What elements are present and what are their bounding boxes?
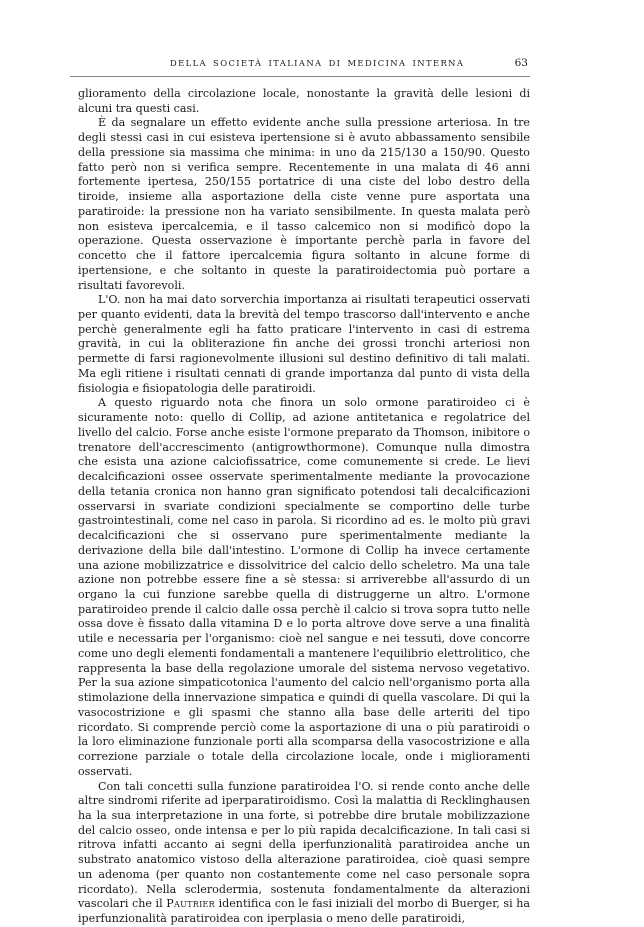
paragraph-2: È da segnalare un effetto evidente anche sulla pressione arteriosa. In tre degli stessi casi in cui esisteva ipertensione si è avuto abbassamento sensibile della pressione sia massima che minima: in uno da 215/130 a 150/90. Questo fatto però non si verifica sempre. Recentemente in una malata di 46 anni fortemente ipertesa, 250/155 portatrice di una ciste del lobo destro della tiroide, insieme alla asportazione della ciste venne pure asportata una paratiroide: la pressione non ha variato sensibilmente. In questa malata però non esisteva ipercalcemia, e il tasso calcemico non si modificò dopo la operazione. Questa osservazione è importante perchè parla in favore del concetto che il fattore ipercalcemia figura soltanto in alcune forme di ipertensione, e che soltanto in queste la paratiroidectomia può portare a risultati favorevoli.	[78, 116, 530, 292]
paragraph-5-text-after: identifica con le fasi iniziali del morbo di Buerger, si ha iperfunzionalità paratiroidea con iperplasia o meno delle paratiroidi,	[78, 897, 530, 926]
running-title: DELLA SOCIETÀ ITALIANA DI MEDICINA INTERNA	[170, 58, 465, 68]
running-header	[70, 58, 530, 74]
header-rule	[70, 76, 530, 77]
paragraph-5	[78, 780, 530, 927]
paragraph-4: A questo riguardo nota che finora un solo ormone paratiroideo ci è sicuramente noto: quello di Collip, ad azione antitetanica e regolatrice del livello del calcio. Forse anche esiste l'ormone preparato da Thomson, inibitore o trenatore dell'accrescimento (antigrowthormone). Comunque nulla dimostra che esista una azione calciofissatrice, come comunemente si crede. Le lievi decalcificazioni ossee osservate sperimentalmente mediante la provocazione della tetania cronica non hanno gran significato potendosi tali decalcificazioni osservarsi in svariate condizioni specialmente se comportino delle turbe gastrointestinali, come nel caso in parola. Si ricordino ad es. le molto più gravi decalcificazioni che si osservano pure sperimentalmente mediante la derivazione della bile dall'intestino. L'ormone di Collip ha invece certamente una azione mobilizzatrice e dissolvitrice del calcio dello scheletro. Ma una tale azione non potrebbe essere fine a sè stessa: si arriverebbe all'assurdo di un organo la cui funzione sarebbe quella di distruggerne un altro. L'ormone paratiroideo prende il calcio dalle ossa perchè il calcio si trova sopra tutto nelle ossa dove è fissato dalla vitamina D e lo porta altrove dove serve a una finalità utile e necessaria per l'organismo: cioè nel sangue e nei tessuti, dove concorre come uno degli elementi fondamentali a mantenere l'equilibrio elettrolitico, che rappresenta la base della regolazione umorale del sistema nervoso vegetativo. Per la sua azione simpaticotonica l'aumento del calcio nell'organismo porta alla stimolazione della innervazione simpatica e quindi di quella vascolare. Di qui la vasocostrizione e gli spasmi che stanno alla base delle arteriti del tipo ricordato. Si comprende perciò come la asportazione di una o più paratiroidi o la loro eliminazione funzionale porti alla scomparsa della vasocostrizione e alla correzione parziale o totale della circolazione locale, onde i miglioramenti osservati.	[78, 396, 530, 778]
paragraph-3: L'O. non ha mai dato sorverchia importanza ai risultati terapeutici osservati per quanto evidenti, data la brevità del tempo trascorso dall'intervento e anche perchè generalmente egli ha fatto praticare l'intervento in casi di estrema gravità, in cui la obliterazione fin anche dei grossi tronchi arteriosi non permette di farsi ragionevolmente illusioni sul destino definitivo di tali malati. Ma egli ritiene i risultati cennati di grande importanza dal punto di vista della fisiologia e fisiopatologia delle paratiroidi.	[78, 293, 530, 395]
paragraph-5-text-before: Con tali concetti sulla funzione paratiroidea l'O. si rende conto anche delle altre sindromi riferite ad iperparatiroidismo. Così la malattia di Recklinghausen ha la sua interpretazione in una forte, si potrebbe dire brutale mobilizzazione del calcio osseo, onde intensa e per lo più rapida decalcificazione. In tali casi si ritrova infatti accanto ai segni della iperfunzionalità paratiroidea anche un substrato anatomico vistoso della alterazione paratiroidea, cioè quasi sempre un adenoma (per quanto non costantemente come nel caso personale sopra ricordato). Nella sclerodermia, sostenuta fondamentalmente da alterazioni vascolari che il	[78, 779, 530, 911]
page-number: 63	[514, 57, 528, 69]
paragraph-1: glioramento della circolazione locale, nonostante la gravità delle lesioni di alcuni tra questi casi.	[78, 87, 530, 115]
author-name-pautrier: Pautrier	[166, 897, 216, 911]
article-body	[78, 87, 530, 927]
